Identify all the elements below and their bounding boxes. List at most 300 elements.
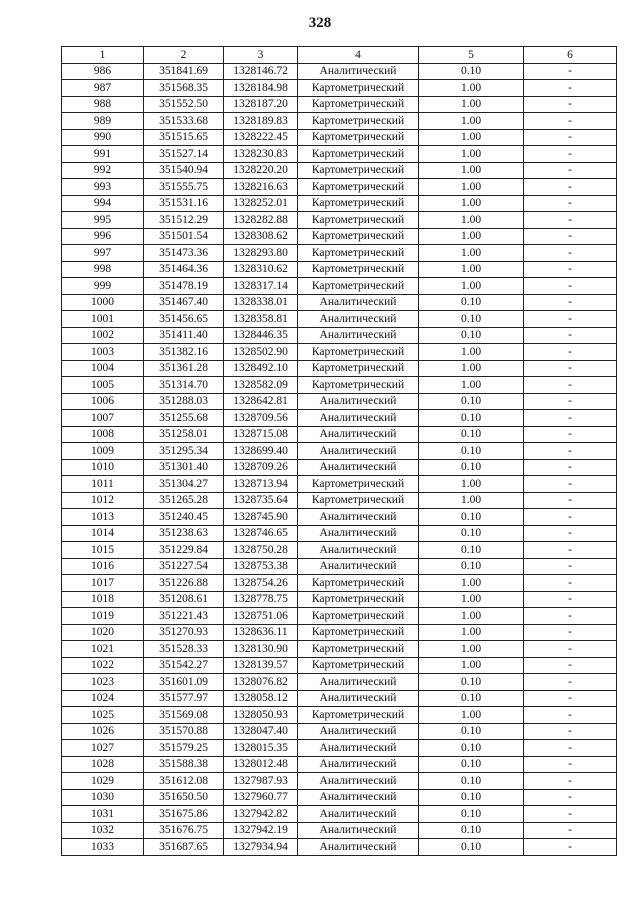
accuracy-cell: 1.00 bbox=[419, 476, 524, 493]
accuracy-cell: 1.00 bbox=[419, 96, 524, 113]
accuracy-cell: 0.10 bbox=[419, 294, 524, 311]
accuracy-cell: 0.10 bbox=[419, 558, 524, 575]
table-row bbox=[62, 773, 617, 790]
note-cell: - bbox=[524, 146, 617, 163]
point-number-cell: 986 bbox=[62, 63, 144, 80]
y-coordinate-cell: 1328050.93 bbox=[224, 707, 298, 724]
accuracy-cell: 0.10 bbox=[419, 822, 524, 839]
y-coordinate-cell: 1328745.90 bbox=[224, 509, 298, 526]
y-coordinate-cell: 1328139.57 bbox=[224, 657, 298, 674]
accuracy-cell: 0.10 bbox=[419, 756, 524, 773]
point-number-cell: 997 bbox=[62, 245, 144, 262]
x-coordinate-cell: 351501.54 bbox=[144, 228, 224, 245]
table-row bbox=[62, 723, 617, 740]
y-coordinate-cell: 1328753.38 bbox=[224, 558, 298, 575]
note-cell: - bbox=[524, 80, 617, 97]
x-coordinate-cell: 351533.68 bbox=[144, 113, 224, 130]
accuracy-cell: 1.00 bbox=[419, 113, 524, 130]
table-row bbox=[62, 311, 617, 328]
point-number-cell: 995 bbox=[62, 212, 144, 229]
method-cell: Аналитический bbox=[298, 773, 419, 790]
point-number-cell: 1026 bbox=[62, 723, 144, 740]
note-cell: - bbox=[524, 393, 617, 410]
y-coordinate-cell: 1328709.56 bbox=[224, 410, 298, 427]
note-cell: - bbox=[524, 96, 617, 113]
accuracy-cell: 1.00 bbox=[419, 162, 524, 179]
accuracy-cell: 0.10 bbox=[419, 63, 524, 80]
x-coordinate-cell: 351588.38 bbox=[144, 756, 224, 773]
x-coordinate-cell: 351226.88 bbox=[144, 575, 224, 592]
accuracy-cell: 1.00 bbox=[419, 212, 524, 229]
note-cell: - bbox=[524, 740, 617, 757]
note-cell: - bbox=[524, 179, 617, 196]
accuracy-cell: 0.10 bbox=[419, 690, 524, 707]
accuracy-cell: 1.00 bbox=[419, 575, 524, 592]
y-coordinate-cell: 1328015.35 bbox=[224, 740, 298, 757]
y-coordinate-cell: 1328184.98 bbox=[224, 80, 298, 97]
point-number-cell: 1031 bbox=[62, 806, 144, 823]
x-coordinate-cell: 351288.03 bbox=[144, 393, 224, 410]
method-cell: Картометрический bbox=[298, 228, 419, 245]
table-row bbox=[62, 674, 617, 691]
x-coordinate-cell: 351531.16 bbox=[144, 195, 224, 212]
method-cell: Картометрический bbox=[298, 129, 419, 146]
point-number-cell: 1018 bbox=[62, 591, 144, 608]
y-coordinate-cell: 1327987.93 bbox=[224, 773, 298, 790]
x-coordinate-cell: 351265.28 bbox=[144, 492, 224, 509]
y-coordinate-cell: 1327942.19 bbox=[224, 822, 298, 839]
note-cell: - bbox=[524, 789, 617, 806]
y-coordinate-cell: 1328642.81 bbox=[224, 393, 298, 410]
method-cell: Картометрический bbox=[298, 96, 419, 113]
y-coordinate-cell: 1328293.80 bbox=[224, 245, 298, 262]
y-coordinate-cell: 1328709.26 bbox=[224, 459, 298, 476]
table-row bbox=[62, 608, 617, 625]
point-number-cell: 1004 bbox=[62, 360, 144, 377]
accuracy-cell: 1.00 bbox=[419, 344, 524, 361]
method-cell: Картометрический bbox=[298, 261, 419, 278]
note-cell: - bbox=[524, 311, 617, 328]
table-row bbox=[62, 344, 617, 361]
point-number-cell: 987 bbox=[62, 80, 144, 97]
x-coordinate-cell: 351411.40 bbox=[144, 327, 224, 344]
point-number-cell: 1012 bbox=[62, 492, 144, 509]
y-coordinate-cell: 1328636.11 bbox=[224, 624, 298, 641]
column-header: 3 bbox=[224, 47, 298, 64]
y-coordinate-cell: 1328047.40 bbox=[224, 723, 298, 740]
point-number-cell: 991 bbox=[62, 146, 144, 163]
method-cell: Аналитический bbox=[298, 740, 419, 757]
method-cell: Аналитический bbox=[298, 822, 419, 839]
point-number-cell: 1008 bbox=[62, 426, 144, 443]
accuracy-cell: 1.00 bbox=[419, 377, 524, 394]
point-number-cell: 1016 bbox=[62, 558, 144, 575]
point-number-cell: 1029 bbox=[62, 773, 144, 790]
method-cell: Аналитический bbox=[298, 674, 419, 691]
note-cell: - bbox=[524, 674, 617, 691]
point-number-cell: 999 bbox=[62, 278, 144, 295]
point-number-cell: 1001 bbox=[62, 311, 144, 328]
method-cell: Картометрический bbox=[298, 476, 419, 493]
method-cell: Аналитический bbox=[298, 443, 419, 460]
method-cell: Картометрический bbox=[298, 146, 419, 163]
note-cell: - bbox=[524, 773, 617, 790]
method-cell: Аналитический bbox=[298, 63, 419, 80]
x-coordinate-cell: 351464.36 bbox=[144, 261, 224, 278]
table-row bbox=[62, 542, 617, 559]
y-coordinate-cell: 1328076.82 bbox=[224, 674, 298, 691]
x-coordinate-cell: 351542.27 bbox=[144, 657, 224, 674]
method-cell: Картометрический bbox=[298, 624, 419, 641]
point-number-cell: 1000 bbox=[62, 294, 144, 311]
note-cell: - bbox=[524, 806, 617, 823]
x-coordinate-cell: 351304.27 bbox=[144, 476, 224, 493]
method-cell: Картометрический bbox=[298, 179, 419, 196]
y-coordinate-cell: 1328358.81 bbox=[224, 311, 298, 328]
method-cell: Аналитический bbox=[298, 311, 419, 328]
note-cell: - bbox=[524, 525, 617, 542]
method-cell: Картометрический bbox=[298, 591, 419, 608]
table-row bbox=[62, 806, 617, 823]
y-coordinate-cell: 1328252.01 bbox=[224, 195, 298, 212]
method-cell: Аналитический bbox=[298, 542, 419, 559]
y-coordinate-cell: 1328310.62 bbox=[224, 261, 298, 278]
point-number-cell: 1020 bbox=[62, 624, 144, 641]
note-cell: - bbox=[524, 756, 617, 773]
x-coordinate-cell: 351552.50 bbox=[144, 96, 224, 113]
accuracy-cell: 0.10 bbox=[419, 806, 524, 823]
table-row bbox=[62, 360, 617, 377]
table-row bbox=[62, 327, 617, 344]
page-number: 328 bbox=[308, 15, 332, 31]
table-row bbox=[62, 146, 617, 163]
note-cell: - bbox=[524, 608, 617, 625]
method-cell: Аналитический bbox=[298, 558, 419, 575]
method-cell: Аналитический bbox=[298, 723, 419, 740]
accuracy-cell: 1.00 bbox=[419, 641, 524, 658]
y-coordinate-cell: 1328502.90 bbox=[224, 344, 298, 361]
method-cell: Картометрический bbox=[298, 360, 419, 377]
table-row bbox=[62, 525, 617, 542]
table-row bbox=[62, 261, 617, 278]
x-coordinate-cell: 351456.65 bbox=[144, 311, 224, 328]
x-coordinate-cell: 351569.08 bbox=[144, 707, 224, 724]
method-cell: Аналитический bbox=[298, 789, 419, 806]
x-coordinate-cell: 351527.14 bbox=[144, 146, 224, 163]
x-coordinate-cell: 351687.65 bbox=[144, 839, 224, 856]
point-number-cell: 1007 bbox=[62, 410, 144, 427]
method-cell: Аналитический bbox=[298, 327, 419, 344]
point-number-cell: 994 bbox=[62, 195, 144, 212]
x-coordinate-cell: 351515.65 bbox=[144, 129, 224, 146]
table-row bbox=[62, 789, 617, 806]
method-cell: Аналитический bbox=[298, 459, 419, 476]
method-cell: Аналитический bbox=[298, 294, 419, 311]
y-coordinate-cell: 1328222.45 bbox=[224, 129, 298, 146]
x-coordinate-cell: 351382.16 bbox=[144, 344, 224, 361]
x-coordinate-cell: 351270.93 bbox=[144, 624, 224, 641]
method-cell: Картометрический bbox=[298, 344, 419, 361]
table-row bbox=[62, 443, 617, 460]
accuracy-cell: 0.10 bbox=[419, 542, 524, 559]
method-cell: Картометрический bbox=[298, 575, 419, 592]
point-number-cell: 1017 bbox=[62, 575, 144, 592]
x-coordinate-cell: 351512.29 bbox=[144, 212, 224, 229]
table-row bbox=[62, 179, 617, 196]
x-coordinate-cell: 351238.63 bbox=[144, 525, 224, 542]
note-cell: - bbox=[524, 443, 617, 460]
x-coordinate-cell: 351478.19 bbox=[144, 278, 224, 295]
table-row bbox=[62, 756, 617, 773]
note-cell: - bbox=[524, 228, 617, 245]
note-cell: - bbox=[524, 195, 617, 212]
note-cell: - bbox=[524, 492, 617, 509]
table-row bbox=[62, 426, 617, 443]
method-cell: Картометрический bbox=[298, 641, 419, 658]
y-coordinate-cell: 1328189.83 bbox=[224, 113, 298, 130]
accuracy-cell: 1.00 bbox=[419, 195, 524, 212]
note-cell: - bbox=[524, 723, 617, 740]
point-number-cell: 1033 bbox=[62, 839, 144, 856]
method-cell: Аналитический bbox=[298, 806, 419, 823]
x-coordinate-cell: 351295.34 bbox=[144, 443, 224, 460]
accuracy-cell: 0.10 bbox=[419, 839, 524, 856]
accuracy-cell: 1.00 bbox=[419, 261, 524, 278]
note-cell: - bbox=[524, 459, 617, 476]
x-coordinate-cell: 351577.97 bbox=[144, 690, 224, 707]
y-coordinate-cell: 1328216.63 bbox=[224, 179, 298, 196]
point-number-cell: 1027 bbox=[62, 740, 144, 757]
y-coordinate-cell: 1328220.20 bbox=[224, 162, 298, 179]
table-row bbox=[62, 740, 617, 757]
accuracy-cell: 1.00 bbox=[419, 80, 524, 97]
table-body bbox=[62, 63, 617, 855]
accuracy-cell: 1.00 bbox=[419, 657, 524, 674]
y-coordinate-cell: 1328751.06 bbox=[224, 608, 298, 625]
table-row bbox=[62, 195, 617, 212]
point-number-cell: 1019 bbox=[62, 608, 144, 625]
accuracy-cell: 1.00 bbox=[419, 228, 524, 245]
accuracy-cell: 0.10 bbox=[419, 789, 524, 806]
note-cell: - bbox=[524, 476, 617, 493]
table-row bbox=[62, 509, 617, 526]
table-row bbox=[62, 839, 617, 856]
accuracy-cell: 0.10 bbox=[419, 459, 524, 476]
accuracy-cell: 0.10 bbox=[419, 509, 524, 526]
point-number-cell: 1009 bbox=[62, 443, 144, 460]
accuracy-cell: 0.10 bbox=[419, 426, 524, 443]
accuracy-cell: 1.00 bbox=[419, 591, 524, 608]
accuracy-cell: 0.10 bbox=[419, 327, 524, 344]
point-number-cell: 1006 bbox=[62, 393, 144, 410]
note-cell: - bbox=[524, 377, 617, 394]
note-cell: - bbox=[524, 657, 617, 674]
x-coordinate-cell: 351301.40 bbox=[144, 459, 224, 476]
y-coordinate-cell: 1328058.12 bbox=[224, 690, 298, 707]
method-cell: Картометрический bbox=[298, 195, 419, 212]
point-number-cell: 1003 bbox=[62, 344, 144, 361]
y-coordinate-cell: 1328282.88 bbox=[224, 212, 298, 229]
point-number-cell: 1014 bbox=[62, 525, 144, 542]
y-coordinate-cell: 1328735.64 bbox=[224, 492, 298, 509]
point-number-cell: 989 bbox=[62, 113, 144, 130]
y-coordinate-cell: 1327960.77 bbox=[224, 789, 298, 806]
method-cell: Аналитический bbox=[298, 509, 419, 526]
x-coordinate-cell: 351579.25 bbox=[144, 740, 224, 757]
point-number-cell: 1011 bbox=[62, 476, 144, 493]
accuracy-cell: 0.10 bbox=[419, 674, 524, 691]
y-coordinate-cell: 1327942.82 bbox=[224, 806, 298, 823]
note-cell: - bbox=[524, 278, 617, 295]
table-row bbox=[62, 96, 617, 113]
table-row bbox=[62, 707, 617, 724]
table-header-row bbox=[62, 47, 617, 64]
point-number-cell: 1013 bbox=[62, 509, 144, 526]
note-cell: - bbox=[524, 294, 617, 311]
point-number-cell: 1023 bbox=[62, 674, 144, 691]
x-coordinate-cell: 351675.86 bbox=[144, 806, 224, 823]
accuracy-cell: 1.00 bbox=[419, 245, 524, 262]
column-header: 2 bbox=[144, 47, 224, 64]
note-cell: - bbox=[524, 707, 617, 724]
table-row bbox=[62, 245, 617, 262]
accuracy-cell: 0.10 bbox=[419, 525, 524, 542]
point-number-cell: 1021 bbox=[62, 641, 144, 658]
table-row bbox=[62, 129, 617, 146]
x-coordinate-cell: 351612.08 bbox=[144, 773, 224, 790]
y-coordinate-cell: 1328746.65 bbox=[224, 525, 298, 542]
table-row bbox=[62, 822, 617, 839]
accuracy-cell: 1.00 bbox=[419, 146, 524, 163]
accuracy-cell: 0.10 bbox=[419, 443, 524, 460]
method-cell: Картометрический bbox=[298, 113, 419, 130]
point-number-cell: 1028 bbox=[62, 756, 144, 773]
point-number-cell: 1030 bbox=[62, 789, 144, 806]
x-coordinate-cell: 351227.54 bbox=[144, 558, 224, 575]
method-cell: Картометрический bbox=[298, 212, 419, 229]
y-coordinate-cell: 1328715.08 bbox=[224, 426, 298, 443]
y-coordinate-cell: 1328713.94 bbox=[224, 476, 298, 493]
table-row bbox=[62, 476, 617, 493]
method-cell: Картометрический bbox=[298, 608, 419, 625]
x-coordinate-cell: 351467.40 bbox=[144, 294, 224, 311]
x-coordinate-cell: 351841.69 bbox=[144, 63, 224, 80]
accuracy-cell: 0.10 bbox=[419, 723, 524, 740]
x-coordinate-cell: 351240.45 bbox=[144, 509, 224, 526]
column-header: 5 bbox=[419, 47, 524, 64]
column-header: 4 bbox=[298, 47, 419, 64]
point-number-cell: 1022 bbox=[62, 657, 144, 674]
point-number-cell: 990 bbox=[62, 129, 144, 146]
method-cell: Картометрический bbox=[298, 80, 419, 97]
method-cell: Аналитический bbox=[298, 690, 419, 707]
x-coordinate-cell: 351229.84 bbox=[144, 542, 224, 559]
note-cell: - bbox=[524, 839, 617, 856]
x-coordinate-cell: 351650.50 bbox=[144, 789, 224, 806]
accuracy-cell: 1.00 bbox=[419, 278, 524, 295]
x-coordinate-cell: 351473.36 bbox=[144, 245, 224, 262]
x-coordinate-cell: 351555.75 bbox=[144, 179, 224, 196]
point-number-cell: 1015 bbox=[62, 542, 144, 559]
y-coordinate-cell: 1328492.10 bbox=[224, 360, 298, 377]
x-coordinate-cell: 351570.88 bbox=[144, 723, 224, 740]
note-cell: - bbox=[524, 641, 617, 658]
x-coordinate-cell: 351255.68 bbox=[144, 410, 224, 427]
x-coordinate-cell: 351314.70 bbox=[144, 377, 224, 394]
table-row bbox=[62, 212, 617, 229]
x-coordinate-cell: 351221.43 bbox=[144, 608, 224, 625]
method-cell: Аналитический bbox=[298, 393, 419, 410]
table-row bbox=[62, 80, 617, 97]
method-cell: Картометрический bbox=[298, 162, 419, 179]
note-cell: - bbox=[524, 113, 617, 130]
x-coordinate-cell: 351540.94 bbox=[144, 162, 224, 179]
method-cell: Картометрический bbox=[298, 707, 419, 724]
table-row bbox=[62, 410, 617, 427]
column-header: 6 bbox=[524, 47, 617, 64]
note-cell: - bbox=[524, 63, 617, 80]
note-cell: - bbox=[524, 558, 617, 575]
y-coordinate-cell: 1328187.20 bbox=[224, 96, 298, 113]
accuracy-cell: 1.00 bbox=[419, 129, 524, 146]
method-cell: Аналитический bbox=[298, 839, 419, 856]
x-coordinate-cell: 351258.01 bbox=[144, 426, 224, 443]
point-number-cell: 1032 bbox=[62, 822, 144, 839]
point-number-cell: 1002 bbox=[62, 327, 144, 344]
note-cell: - bbox=[524, 542, 617, 559]
accuracy-cell: 0.10 bbox=[419, 311, 524, 328]
point-number-cell: 996 bbox=[62, 228, 144, 245]
table-row bbox=[62, 641, 617, 658]
note-cell: - bbox=[524, 245, 617, 262]
note-cell: - bbox=[524, 624, 617, 641]
y-coordinate-cell: 1328338.01 bbox=[224, 294, 298, 311]
x-coordinate-cell: 351601.09 bbox=[144, 674, 224, 691]
table-row bbox=[62, 558, 617, 575]
note-cell: - bbox=[524, 327, 617, 344]
table-row bbox=[62, 113, 617, 130]
x-coordinate-cell: 351568.35 bbox=[144, 80, 224, 97]
y-coordinate-cell: 1327934.94 bbox=[224, 839, 298, 856]
table-row bbox=[62, 624, 617, 641]
coordinates-table bbox=[61, 46, 617, 856]
x-coordinate-cell: 351676.75 bbox=[144, 822, 224, 839]
point-number-cell: 1025 bbox=[62, 707, 144, 724]
note-cell: - bbox=[524, 162, 617, 179]
table-row bbox=[62, 591, 617, 608]
accuracy-cell: 1.00 bbox=[419, 360, 524, 377]
table-row bbox=[62, 162, 617, 179]
table-row bbox=[62, 228, 617, 245]
accuracy-cell: 1.00 bbox=[419, 179, 524, 196]
y-coordinate-cell: 1328308.62 bbox=[224, 228, 298, 245]
y-coordinate-cell: 1328012.48 bbox=[224, 756, 298, 773]
method-cell: Аналитический bbox=[298, 525, 419, 542]
y-coordinate-cell: 1328750.28 bbox=[224, 542, 298, 559]
x-coordinate-cell: 351208.61 bbox=[144, 591, 224, 608]
note-cell: - bbox=[524, 360, 617, 377]
table-row bbox=[62, 575, 617, 592]
point-number-cell: 1005 bbox=[62, 377, 144, 394]
accuracy-cell: 0.10 bbox=[419, 740, 524, 757]
note-cell: - bbox=[524, 575, 617, 592]
table-row bbox=[62, 690, 617, 707]
y-coordinate-cell: 1328317.14 bbox=[224, 278, 298, 295]
y-coordinate-cell: 1328778.75 bbox=[224, 591, 298, 608]
x-coordinate-cell: 351361.28 bbox=[144, 360, 224, 377]
point-number-cell: 1010 bbox=[62, 459, 144, 476]
table-row bbox=[62, 459, 617, 476]
